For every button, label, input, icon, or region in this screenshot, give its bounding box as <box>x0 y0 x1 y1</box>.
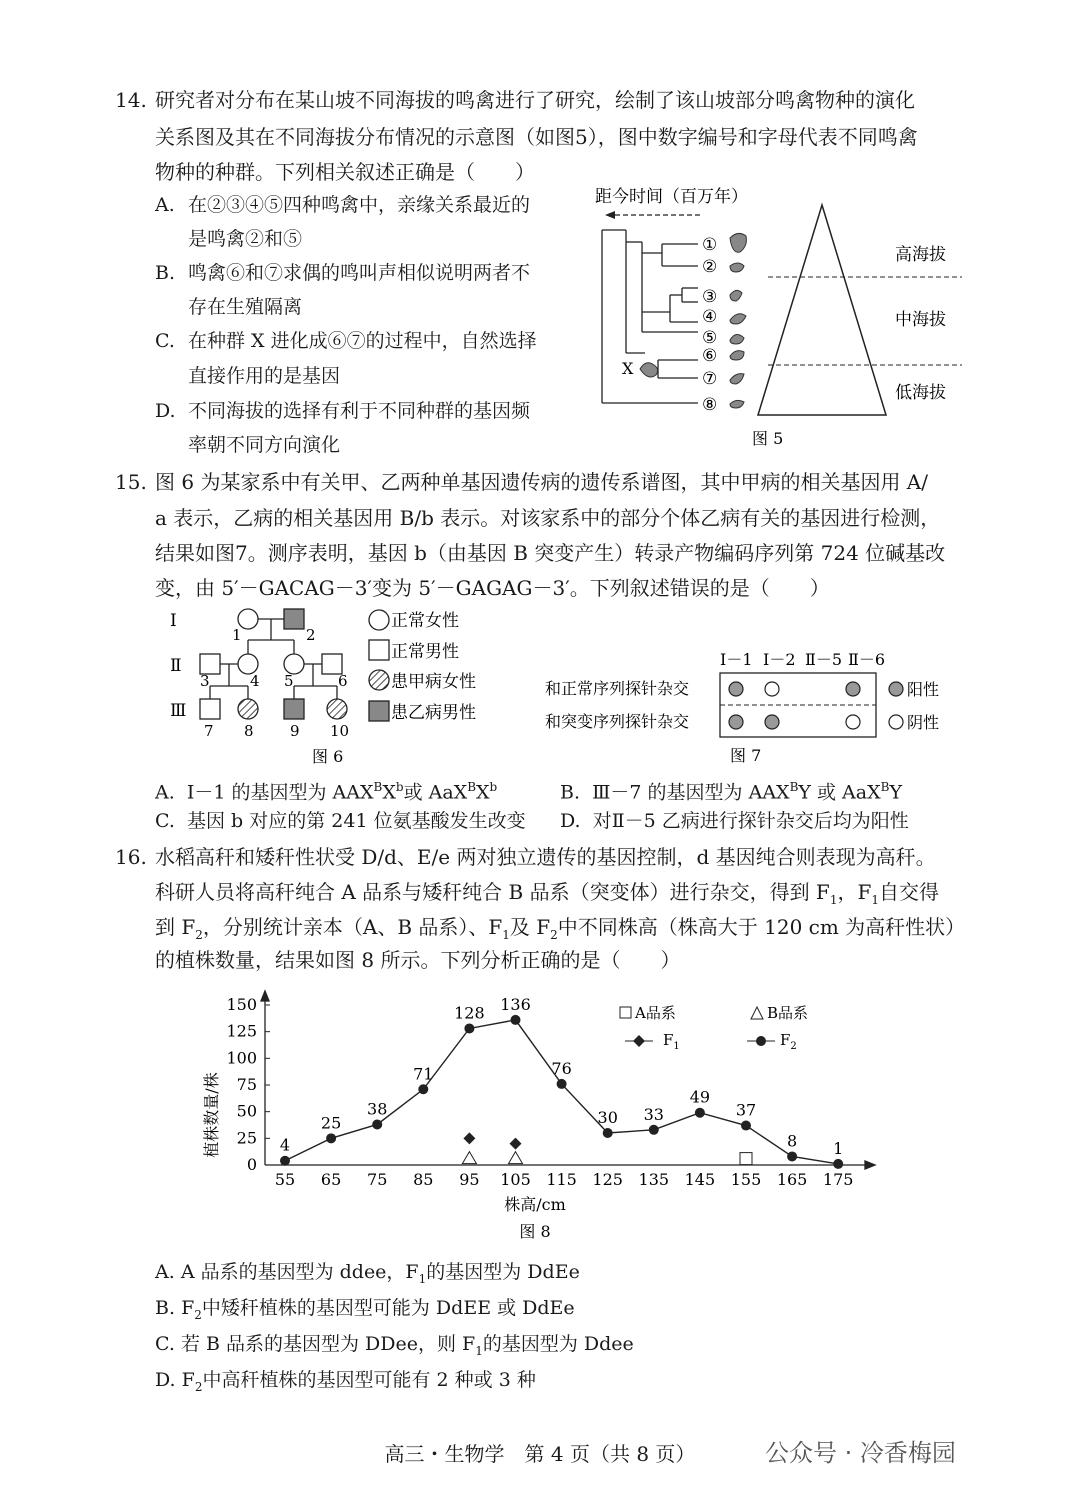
q14-line-2: 关系图及其在不同海拔分布情况的示意图（如图5），图中数字编号和字母代表不同鸣禽 <box>155 125 918 149</box>
fig5-species-2: ② <box>702 257 718 277</box>
q16-line-2 <box>155 877 939 915</box>
fig5-x-label: X <box>622 359 634 378</box>
bird-icon <box>730 351 744 360</box>
pedigree-III-9 <box>284 699 304 719</box>
fig5-species-5: ⑤ <box>702 328 718 348</box>
sub: 1 <box>829 893 838 907</box>
dot-positive <box>729 682 743 696</box>
x-tick-label: 135 <box>638 1170 670 1189</box>
fig5-zone-mid: 中海拔 <box>895 310 946 330</box>
f2-point <box>787 1151 797 1161</box>
fig5-species-4: ④ <box>702 307 718 327</box>
f2-point <box>372 1119 382 1129</box>
q15-option-a-text3: 或 AaX <box>403 781 468 804</box>
q16-option-a-text2: 的基因型为 DdEe <box>426 1261 580 1283</box>
dot-negative <box>846 715 860 729</box>
x-axis-arrow <box>865 1161 875 1169</box>
f2-data-label: 33 <box>643 1104 664 1124</box>
bird-icon <box>730 290 742 301</box>
page-footer: 高三・生物学 第 4 页（共 8 页） <box>384 1442 696 1466</box>
legend-negative-icon <box>889 715 903 729</box>
y-tick-label: 0 <box>246 1155 257 1174</box>
q14-line-1: 研究者对分布在某山坡不同海拔的鸣禽进行了研究，绘制了该山坡部分鸣禽物种的演化 <box>155 88 915 112</box>
q16-line-2a: 科研人员将高秆纯合 A 品系与矮秆纯合 B 品系（突变体）进行杂交，得到 F <box>155 880 830 904</box>
fig6-gen-3: Ⅲ <box>170 701 187 721</box>
f2-data-label: 1 <box>833 1138 844 1158</box>
q15-option-b-label: B. <box>560 781 581 804</box>
q14-option-c-label: C. <box>155 330 175 352</box>
figure-7-probe <box>540 645 980 770</box>
q15-line-4: 变，由 5′－GACAG－3′变为 5′－GAGAG－3′。下列叙述错误的是（ ） <box>155 576 830 600</box>
bird-icon <box>730 334 744 344</box>
q15-option-b-text3: Y <box>889 781 902 804</box>
legend-normal-male: 正常男性 <box>391 642 459 662</box>
id-2: 2 <box>306 626 316 644</box>
f2-data-label: 8 <box>787 1131 798 1151</box>
q15-option-a-text1: Ⅰ－1 的基因型为 AAX <box>186 781 374 804</box>
f2-point <box>280 1156 290 1166</box>
q15-line-3: 结果如图7。测序表明，基因 b（由基因 B 突变产生）转录产物编码序列第 724 位碱基改 <box>155 541 946 565</box>
id-10: 10 <box>330 722 350 740</box>
q16-line-3d: 中不同株高（株高大于 120 cm 为高秆性状） <box>557 915 966 939</box>
y-tick-label: 125 <box>226 1021 257 1041</box>
f2-point <box>649 1125 659 1135</box>
x-tick-label: 175 <box>822 1170 854 1189</box>
bird-icon <box>730 400 744 408</box>
y-tick-label: 25 <box>236 1128 257 1148</box>
fig7-row-normal: 和正常序列探针杂交 <box>545 679 690 698</box>
q15-option-b <box>560 772 902 807</box>
q14-option-d-line2: 率朝不同方向演化 <box>188 434 341 456</box>
q16-line-3c: 及 F <box>509 915 551 939</box>
q16-option-d-text2: 中高秆植株的基因型可能有 2 种或 3 种 <box>202 1369 536 1391</box>
fig5-species-3: ③ <box>702 287 718 307</box>
q15-option-a-label: A. <box>155 781 175 804</box>
fig7-legend-positive: 阳性 <box>907 680 940 699</box>
sup: B <box>373 780 383 794</box>
legend-normal-female: 正常女性 <box>391 611 459 631</box>
q16-line-3a: 到 F <box>155 915 196 939</box>
x-tick-label: 145 <box>684 1170 716 1189</box>
q14-option-c-line1: 在种群 X 进化成⑥⑦的过程中，自然选择 <box>188 330 537 352</box>
sup: B <box>880 780 890 794</box>
f2-data-label: 37 <box>735 1100 757 1120</box>
bird-icon <box>730 233 746 252</box>
f2-data-label: 136 <box>500 994 531 1014</box>
fig5-caption: 图 5 <box>752 429 784 448</box>
sup: b <box>489 780 498 794</box>
id-7: 7 <box>204 722 214 740</box>
f2-data-label: 4 <box>279 1135 291 1155</box>
fig6-caption: 图 6 <box>312 747 344 766</box>
f2-point <box>695 1108 705 1118</box>
q15-option-a-text4: X <box>476 781 490 804</box>
sub: 2 <box>194 1379 203 1394</box>
q15-line-2: a 表示，乙病的相关基因用 B/b 表示。对该家系中的部分个体乙病有关的基因进行检测， <box>155 506 941 530</box>
q14-option-b-line1: 鸣禽⑥和⑦求偶的鸣叫声相似说明两者不 <box>188 262 531 284</box>
fig6-gen-1: Ⅰ <box>170 611 177 631</box>
sub: 1 <box>475 1343 483 1358</box>
pedigree-III-7 <box>200 699 220 719</box>
fig7-legend-negative: 阴性 <box>907 713 940 732</box>
legend-f1-icon <box>633 1035 645 1047</box>
fig6-generation-labels <box>170 611 186 721</box>
legend-f1-text: F <box>663 1031 674 1049</box>
x-tick-label: 165 <box>776 1170 808 1189</box>
fig5-arrowhead <box>605 211 615 219</box>
sub: 1 <box>871 893 879 907</box>
legend-a-icon <box>620 1007 631 1018</box>
legend-normal-male-icon <box>369 640 389 660</box>
f2-point <box>833 1159 843 1169</box>
fig5-species-1: ① <box>702 235 718 255</box>
fig7-headers <box>720 650 885 669</box>
legend-b-label: B品系 <box>767 1004 809 1022</box>
q16-option-a <box>155 1257 580 1294</box>
fig6-legend <box>369 610 389 721</box>
f2-line <box>285 1020 838 1164</box>
fig7-header-I1: Ⅰ－1 <box>720 650 753 669</box>
q16-option-b-label: B. <box>155 1297 176 1319</box>
q16-line-4: 的植株数量，结果如图 8 所示。下列分析正确的是（ ） <box>155 948 681 972</box>
q15-option-c-label: C. <box>155 810 175 832</box>
fig5-species-labels <box>702 235 717 415</box>
q16-line-3b: ，分别统计亲本（A、B 品系）、F <box>202 915 503 939</box>
q16-option-c <box>155 1329 634 1366</box>
f2-point <box>557 1079 567 1089</box>
x-tick-label: 125 <box>592 1170 623 1189</box>
figure-5 <box>590 180 980 455</box>
q15-option-d-label: D. <box>560 810 581 832</box>
id-9: 9 <box>290 722 300 740</box>
q16-option-c-text1: 若 B 品系的基因型为 DDee，则 F <box>180 1333 476 1355</box>
sub: 2 <box>195 928 203 942</box>
dot-negative <box>765 682 779 696</box>
q14-option-d-line1: 不同海拔的选择有利于不同种群的基因频 <box>188 400 531 422</box>
q14-option-d-label: D. <box>155 400 176 422</box>
q15-option-b-text2: Y 或 AaX <box>798 781 881 804</box>
bird-icon <box>730 263 744 272</box>
q15-option-d-text: 对Ⅱ－5 乙病进行探针杂交后均为阳性 <box>592 810 909 832</box>
sup: b <box>395 780 404 794</box>
y-tick-label: 100 <box>226 1048 257 1068</box>
f2-data-label: 38 <box>367 1099 388 1119</box>
fig5-zone-high: 高海拔 <box>895 245 946 265</box>
legend-f2-text: F <box>780 1031 791 1049</box>
fig7-header-II6: Ⅱ－6 <box>848 650 886 669</box>
id-8: 8 <box>244 722 254 740</box>
pedigree-II-5 <box>284 654 304 674</box>
pedigree-II-6 <box>322 654 342 674</box>
x-tick-label: 155 <box>730 1170 762 1189</box>
id-3: 3 <box>200 672 210 690</box>
q15-option-a <box>155 772 497 807</box>
fig8-caption: 图 8 <box>519 1222 551 1241</box>
q16-option-b-text1: F <box>181 1297 195 1319</box>
legend-f2-icon <box>756 1036 766 1046</box>
f2-point <box>741 1121 751 1131</box>
q16-line-1: 水稻高秆和矮秆性状受 D/d、E/e 两对独立遗传的基因控制，d 基因纯合则表现为高秆。 <box>155 845 936 869</box>
legend-a-label: A品系 <box>635 1004 676 1022</box>
q15-option-c <box>155 806 526 836</box>
q16-line-2b: ，F <box>837 880 872 904</box>
legend-f2-label <box>780 1031 797 1052</box>
fig7-header-II5: Ⅱ－5 <box>805 650 843 669</box>
fig5-species-6: ⑥ <box>702 346 718 366</box>
q16-option-b-text2: 中矮秆植株的基因型可能为 DdEE 或 DdEe <box>201 1297 575 1319</box>
q16-option-a-label: A. <box>155 1261 175 1283</box>
y-tick-label: 150 <box>226 995 257 1014</box>
figure-6-pedigree <box>160 600 500 770</box>
q14-option-b-label: B. <box>155 262 176 284</box>
fig7-row-mutant: 和突变序列探针杂交 <box>545 712 690 731</box>
fig5-altitude-triangle <box>758 205 886 415</box>
b-strain-point <box>462 1152 476 1164</box>
q14-line-3: 物种的种群。下列相关叙述正确是（ ） <box>155 160 535 184</box>
legend-b-icon <box>751 1007 763 1019</box>
f2-point <box>603 1128 613 1138</box>
f2-point <box>511 1015 521 1025</box>
dot-positive <box>846 682 860 696</box>
legend-disease-a-female: 患甲病女性 <box>391 672 476 692</box>
id-6: 6 <box>338 672 348 690</box>
q16-option-c-text2: 的基因型为 Ddee <box>482 1333 634 1355</box>
q16-option-d-text1: F <box>181 1369 195 1391</box>
dot-positive <box>729 715 743 729</box>
q16-line-2c: 自交得 <box>878 880 939 904</box>
chart-legend <box>620 1004 808 1052</box>
fig5-bird-x-icon <box>640 363 658 377</box>
f2-series <box>285 1020 838 1164</box>
fig5-species-7: ⑦ <box>702 369 718 389</box>
y-axis-label: 植株数量/株 <box>202 1072 221 1158</box>
q16-option-c-label: C. <box>155 1333 175 1355</box>
sup: B <box>467 780 477 794</box>
y-tick-labels <box>226 995 270 1174</box>
fig5-species-8: ⑧ <box>702 395 718 415</box>
bird-icon <box>730 374 744 384</box>
sub: 1 <box>502 928 510 942</box>
dot-positive <box>765 715 779 729</box>
sub: 1 <box>418 1271 427 1286</box>
x-tick-label: 55 <box>274 1170 296 1189</box>
legend-f1-sub: 1 <box>673 1041 680 1052</box>
q14-option-b-line2: 存在生殖隔离 <box>188 296 303 318</box>
fig7-caption: 图 7 <box>730 746 762 765</box>
pedigree-III-10 <box>327 699 347 719</box>
x-tick-label: 95 <box>459 1170 480 1189</box>
q16-option-a-text1: A 品系的基因型为 ddee，F <box>180 1261 419 1283</box>
q16-option-b <box>155 1293 575 1330</box>
x-tick-label: 85 <box>413 1170 434 1189</box>
sub: 2 <box>194 1307 202 1322</box>
q16-option-d-label: D. <box>155 1369 176 1391</box>
a-strain-point <box>740 1153 752 1165</box>
y-tick-label: 75 <box>236 1075 257 1094</box>
q15-number: 15. <box>115 470 147 494</box>
x-tick-label: 75 <box>367 1170 388 1189</box>
legend-disease-b-male: 患乙病男性 <box>391 703 476 723</box>
legend-disease-b-male-icon <box>369 701 389 721</box>
f2-point <box>464 1023 474 1033</box>
fig6-id-labels <box>200 626 349 740</box>
x-tick-label: 65 <box>320 1170 342 1189</box>
legend-f2-sub: 2 <box>790 1041 797 1052</box>
x-tick-label: 115 <box>546 1170 577 1189</box>
f2-data-label: 30 <box>597 1108 618 1127</box>
legend-positive-icon <box>889 682 903 696</box>
id-1: 1 <box>232 626 242 644</box>
fig7-header-I2: Ⅰ－2 <box>763 650 796 669</box>
q15-option-a-text2: X <box>382 781 396 804</box>
f1-point <box>510 1138 522 1150</box>
legend-normal-female-icon <box>369 610 389 630</box>
f2-data-label: 71 <box>413 1064 434 1084</box>
figure-8-chart <box>195 985 895 1245</box>
pedigree-I-2 <box>284 609 304 629</box>
b-strain-point <box>509 1152 523 1164</box>
legend-disease-a-female-icon <box>369 670 389 690</box>
f2-data-label: 49 <box>689 1087 711 1107</box>
q16-option-d <box>155 1365 536 1402</box>
id-5: 5 <box>284 672 294 690</box>
q14-option-a-line1: 在②③④⑤四种鸣禽中，亲缘关系最近的 <box>188 194 531 216</box>
q15-option-c-text: 基因 b 对应的第 241 位氨基酸发生改变 <box>187 810 526 832</box>
pedigree-III-8 <box>238 699 258 719</box>
f2-data-label: 76 <box>551 1058 572 1078</box>
watermark: 公众号 · 冷香梅园 <box>765 1439 956 1467</box>
x-axis-label: 株高/cm <box>504 1195 566 1214</box>
pedigree-II-3 <box>200 654 220 674</box>
f2-point <box>418 1084 428 1094</box>
id-4: 4 <box>250 672 260 690</box>
q14-option-a-label: A. <box>155 194 175 216</box>
q16-number: 16. <box>115 845 147 869</box>
y-axis-arrow <box>261 991 269 1001</box>
sup: B <box>789 780 799 794</box>
q15-line-1: 图 6 为某家系中有关甲、乙两种单基因遗传病的遗传系谱图，其中甲病的相关基因用 A/ <box>155 470 928 494</box>
q14-option-a-line2: 是鸣禽②和⑤ <box>188 228 303 250</box>
sub: 2 <box>550 928 558 942</box>
x-tick-label: 105 <box>500 1170 531 1189</box>
f2-data-label: 25 <box>320 1113 342 1133</box>
y-tick-label: 50 <box>236 1101 257 1121</box>
bird-icon <box>730 314 746 324</box>
q14-number: 14. <box>115 88 147 112</box>
f2-point <box>326 1133 336 1143</box>
q14-option-c-line2: 直接作用的是基因 <box>188 365 341 387</box>
fig5-time-label: 距今时间（百万年） <box>595 187 748 207</box>
q15-option-d <box>560 806 909 836</box>
fig5-bird-icons <box>730 233 746 408</box>
x-tick-labels <box>275 1170 854 1189</box>
fig6-legend-labels <box>391 611 476 723</box>
fig6-gen-2: Ⅱ <box>170 656 182 676</box>
legend-f1-label <box>663 1031 680 1052</box>
q15-option-b-text1: Ⅲ－7 的基因型为 AAX <box>592 781 790 804</box>
f2-data-label: 128 <box>454 1003 485 1023</box>
fig5-zone-low: 低海拔 <box>895 383 946 403</box>
f1-point <box>463 1132 475 1144</box>
pedigree-II-4 <box>238 654 258 674</box>
